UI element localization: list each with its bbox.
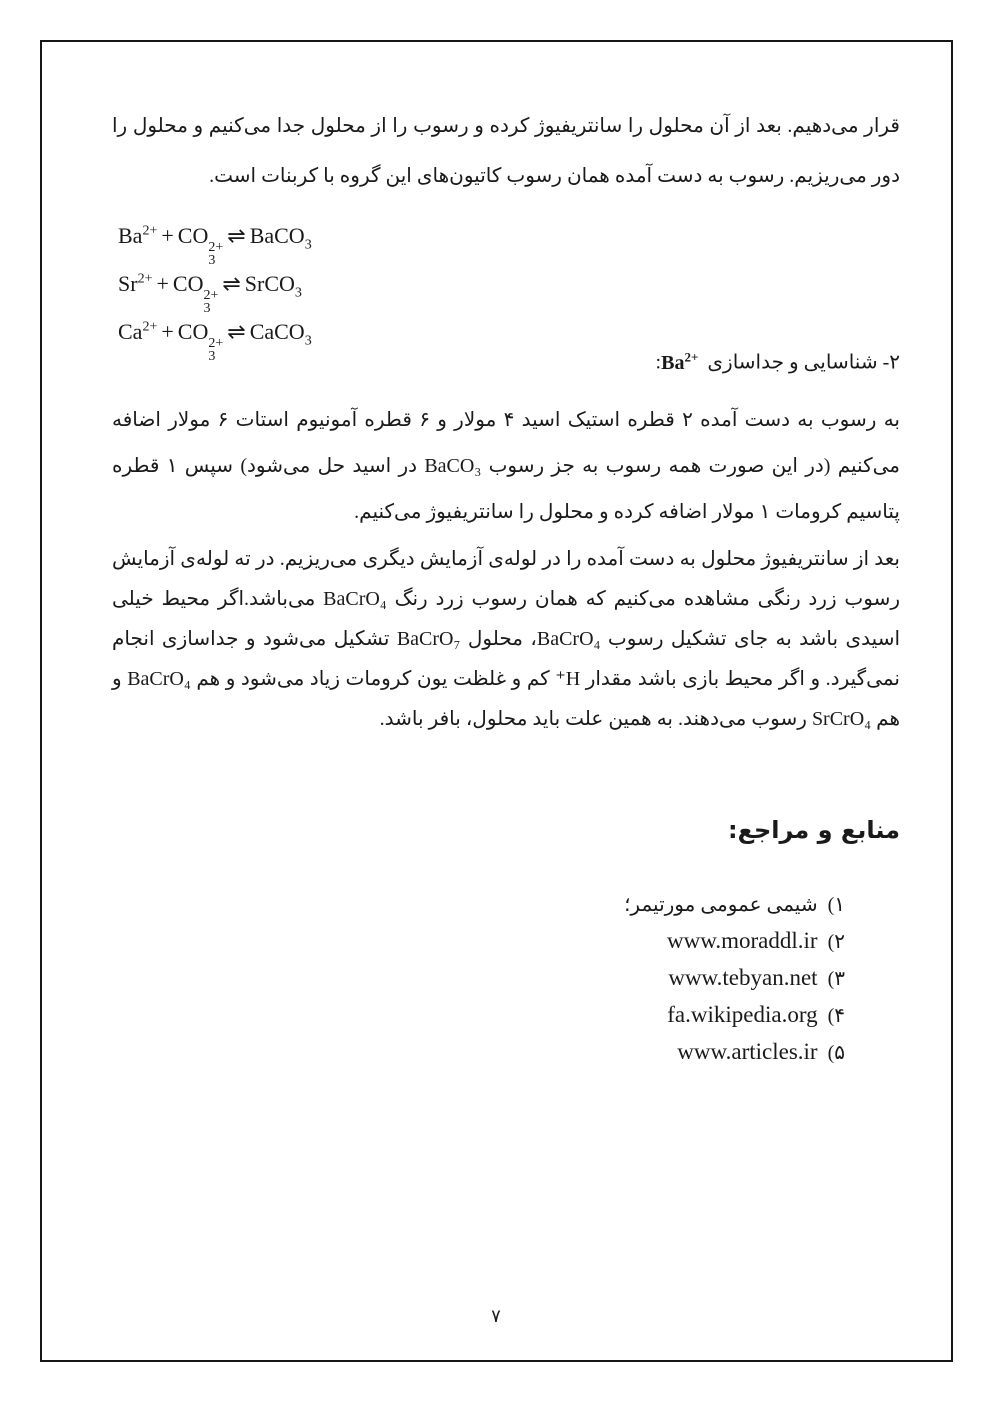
reference-item-4 (624, 997, 845, 1034)
barium-ion-formula (661, 349, 699, 374)
equation-strontium-carbonate (118, 260, 312, 316)
product-subscript: 3 (294, 285, 302, 301)
reference-number: ۲) (827, 931, 845, 953)
paragraph-acetic-acid-chromate: به رسوب به دست آمده ۲ قطره استیک اسید ۴ مولار و ۶ قطره آمونیوم استات ۶ مولار اضافه می‌کنیم (در این صورت همه رسوب به جز رسوب BaCO₃ در اسید حل می‌شود) سپس ۱ قطره پتاسیم کرومات ۱ مولار اضافه کرده و محلول را سانتریفیوژ می‌کنیم. (112, 409, 901, 523)
equation-calcium-carbonate (118, 308, 312, 364)
anion-scripts (208, 337, 223, 363)
paragraph-centrifuge-decant: قرار می‌دهیم. بعد از آن محلول را سانتریفیوژ کرده و رسوب را از محلول جدا می‌کنیم و محلول را دور می‌ریزیم. رسوب به دست آمده همان رسوب کاتیون‌های این گروه با کربنات است. (112, 115, 900, 187)
equilibrium-arrow-icon: ⇌ (222, 271, 241, 296)
cation-charge: 2+ (137, 271, 153, 287)
reference-number: ۳) (827, 968, 845, 990)
reference-url: www.moraddl.ir (667, 928, 818, 953)
equilibrium-arrow-icon: ⇌ (227, 223, 246, 248)
plus-operator: + (161, 319, 174, 344)
reference-url: www.tebyan.net (668, 965, 818, 990)
reference-url: www.articles.ir (677, 1039, 818, 1064)
cation-symbol: Ba (118, 223, 143, 248)
anion-subscript: 3 (203, 301, 211, 316)
carbonate-equations-block (118, 212, 312, 364)
references-list (624, 888, 845, 1071)
cation-charge: 2+ (142, 223, 158, 239)
cation-symbol: Ca (118, 319, 143, 344)
reference-text: شیمی عمومی مورتیمر؛ (624, 894, 818, 916)
reference-item-5 (624, 1034, 845, 1071)
anion-symbol: CO (177, 319, 209, 344)
anion-charge: 2+ (208, 240, 224, 255)
anion-subscript: 3 (208, 349, 216, 364)
anion-subscript: 3 (208, 253, 216, 268)
equilibrium-arrow-icon: ⇌ (227, 319, 246, 344)
reference-number: ۵) (827, 1042, 845, 1064)
reference-number: ۱) (827, 894, 845, 916)
anion-charge: 2+ (208, 336, 224, 351)
product-formula: SrCO (244, 271, 295, 296)
reference-item-1 (624, 888, 845, 923)
product-subscript: 3 (304, 237, 312, 253)
cation-charge: 2+ (142, 319, 158, 335)
barium-symbol: Ba (661, 351, 685, 374)
anion-symbol: CO (172, 271, 204, 296)
cation-symbol: Sr (118, 271, 138, 296)
product-formula: BaCO (249, 223, 305, 248)
reference-number: ۴) (827, 1005, 845, 1027)
product-subscript: 3 (304, 333, 312, 349)
reference-item-2 (624, 923, 845, 960)
anion-symbol: CO (177, 223, 209, 248)
anion-charge: 2+ (203, 288, 219, 303)
section-2-heading (656, 349, 900, 375)
reference-item-3 (624, 960, 845, 997)
product-formula: CaCO (249, 319, 305, 344)
references-heading: منابع و مراجع: (727, 816, 900, 844)
reference-url: fa.wikipedia.org (667, 1002, 818, 1027)
page-number: ۷ (491, 1306, 501, 1326)
heading-colon: : (655, 351, 662, 374)
plus-operator: + (156, 271, 169, 296)
plus-operator: + (161, 223, 174, 248)
paragraph-yellow-precipitate-buffer: بعد از سانتریفیوژ محلول به دست آمده را در لوله‌ی آزمایش دیگری می‌ریزیم. در ته لوله‌ی آزمایش رسوب زرد رنگی مشاهده می‌کنیم که همان رسوب زرد رنگ BaCrO₄ می‌باشد.اگر محیط خیلی اسیدی باشد به جای تشکیل رسوب BaCrO₄، محلول BaCrO₇ تشکیل می‌شود و جداسازی انجام نمی‌گیرد. و اگر محیط بازی باشد مقدار H⁺ کم و غلظت یون کرومات زیاد می‌شود و هم BaCrO₄ و هم SrCrO₄ رسوب می‌دهند. به همین علت باید محلول، بافر باشد. (112, 548, 901, 730)
barium-charge: 2+ (684, 349, 699, 364)
equation-barium-carbonate (118, 212, 312, 268)
section-2-title: ۲- شناسایی و جداسازی (707, 351, 900, 374)
